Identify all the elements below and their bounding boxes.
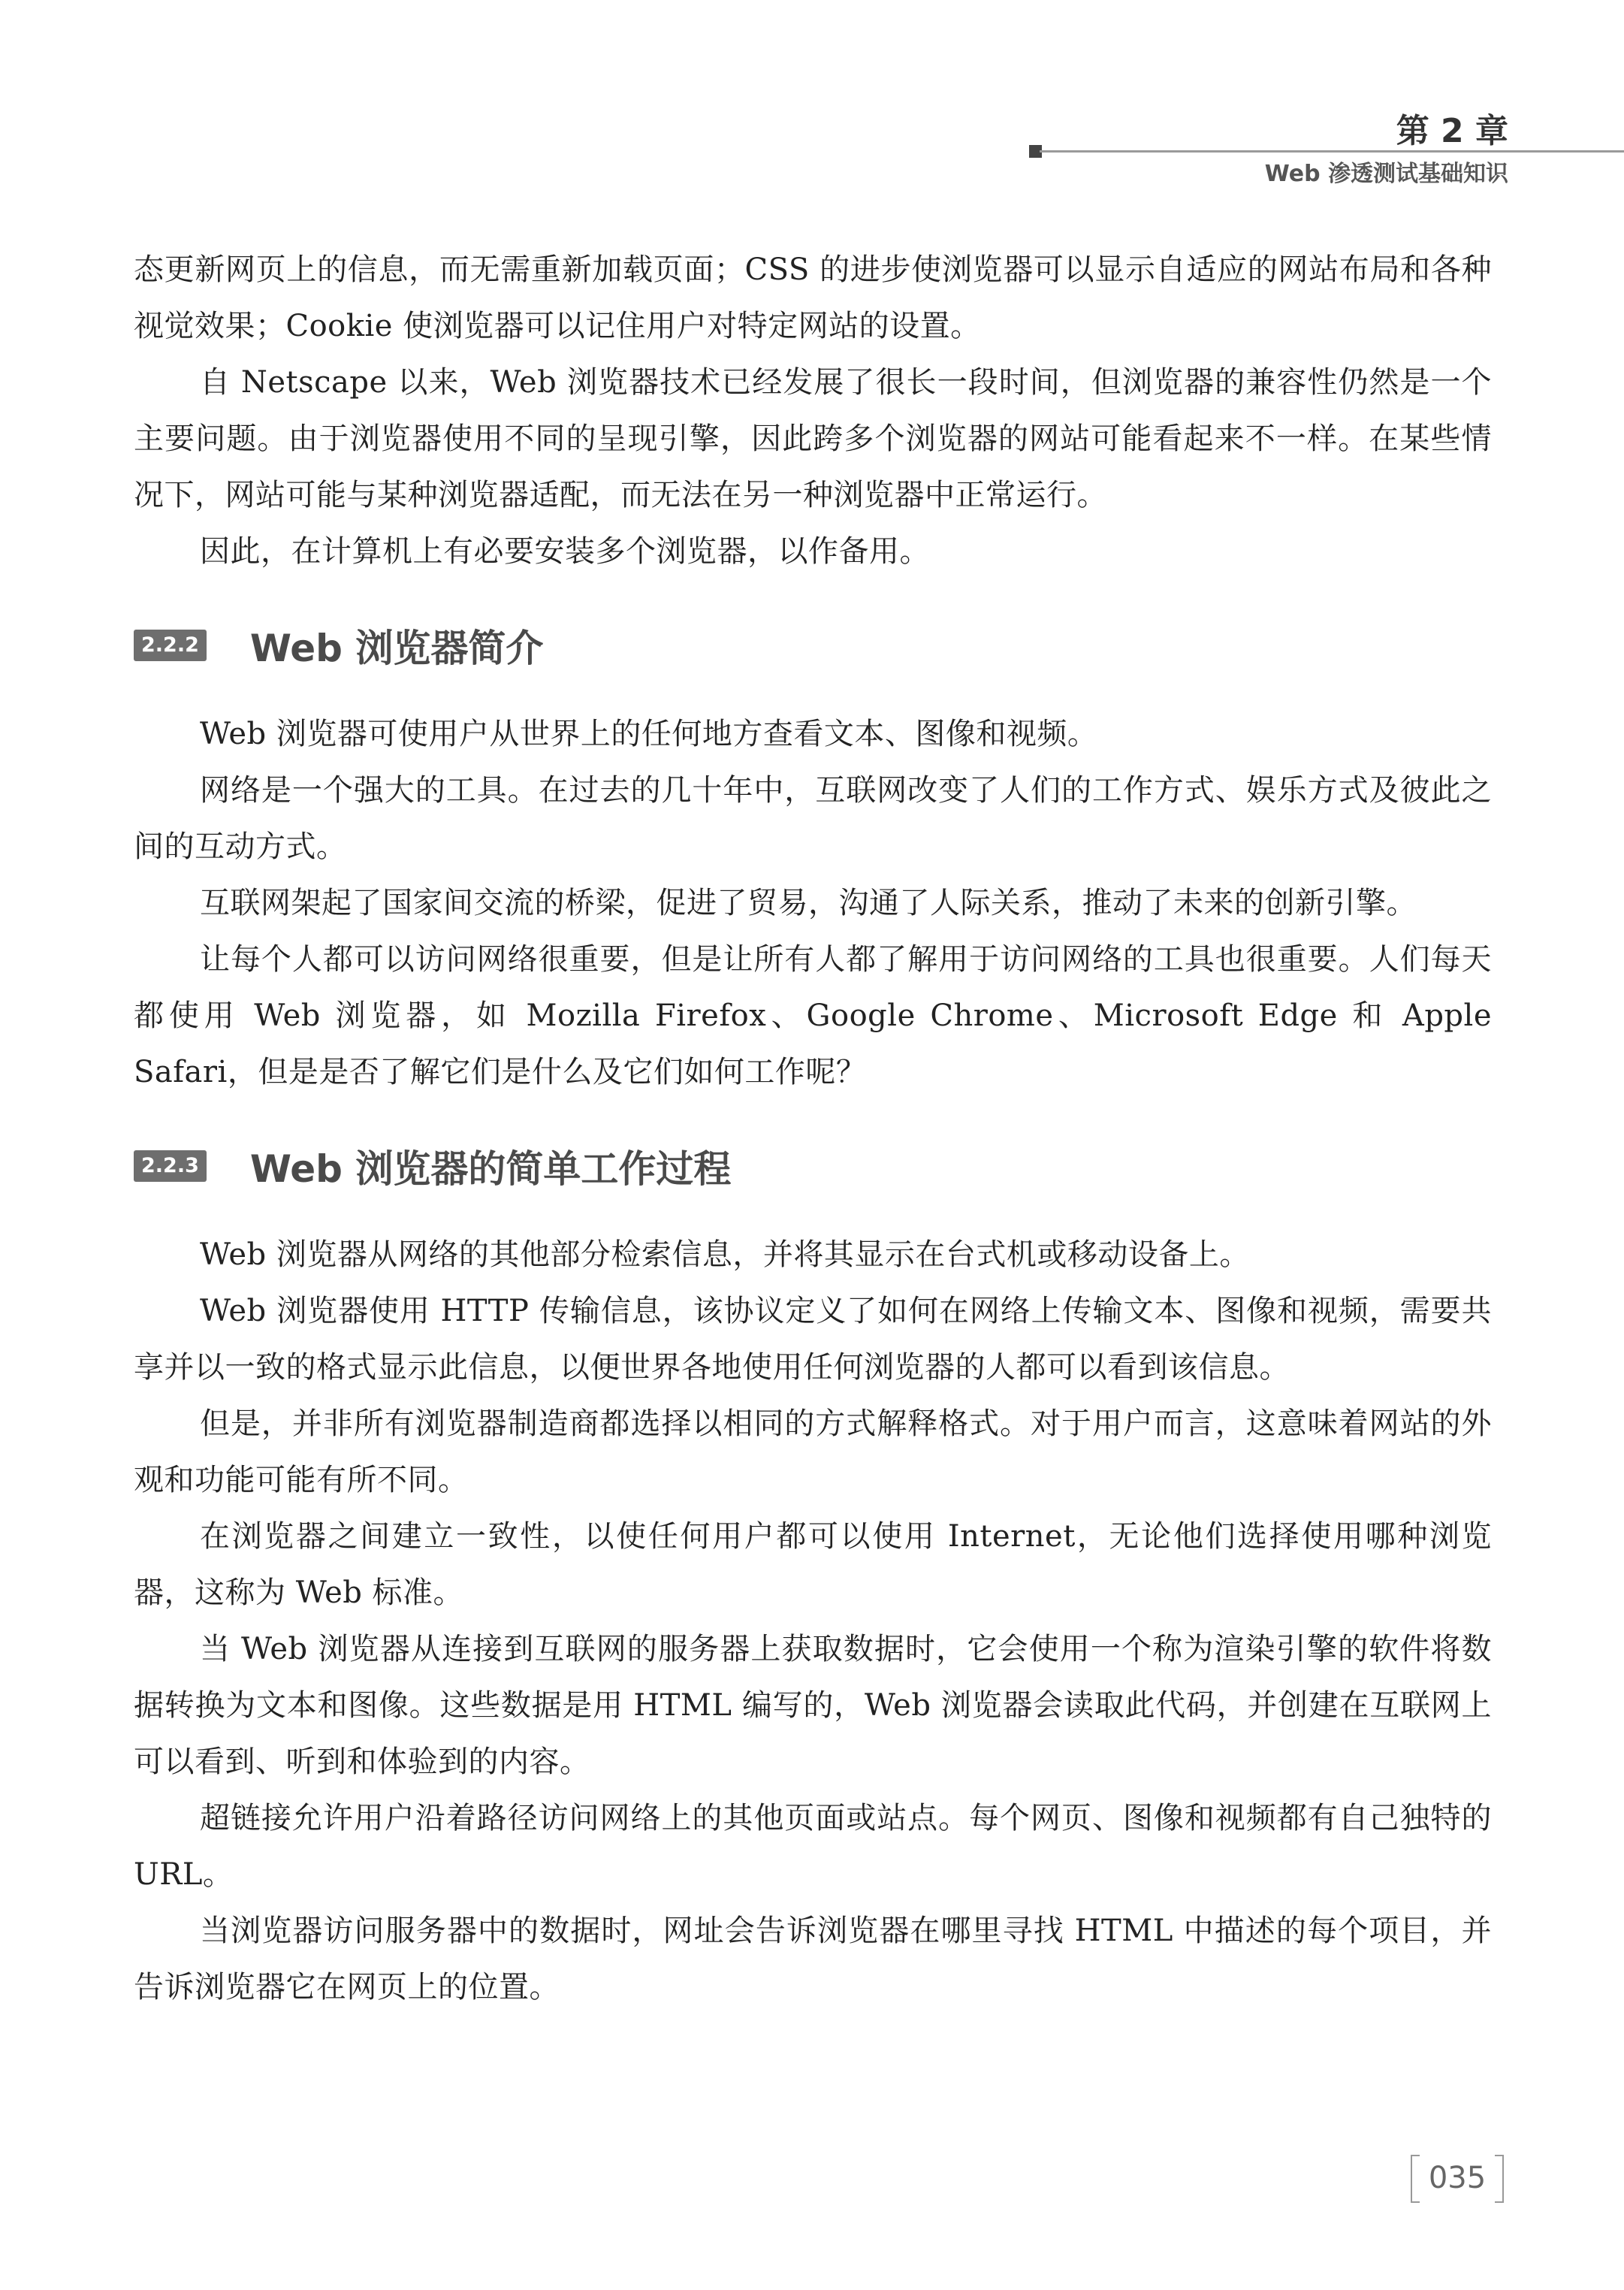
page-number (1411, 2155, 1504, 2201)
paragraph: 在浏览器之间建立一致性，以使任何用户都可以使用 Internet，无论他们选择使用哪种浏览器，这称为 Web 标准。 (134, 1519, 1492, 1610)
chapter-subtitle: Web 渗透测试基础知识 (1264, 161, 1508, 187)
section-number-badge: 2.2.3 (134, 1150, 207, 1182)
paragraph: 当 Web 浏览器从连接到互联网的服务器上获取数据时，它会使用一个称为渲染引擎的软件将数据转换为文本和图像。这些数据是用 HTML 编写的，Web 浏览器会读取此代码，并创建在互联网上可以看到、听到和体验到的内容。 (134, 1632, 1492, 1779)
paragraph: 自 Netscape 以来，Web 浏览器技术已经发展了很长一段时间，但浏览器的兼容性仍然是一个主要问题。由于浏览器使用不同的呈现引擎，因此跨多个浏览器的网站可能看起来不一样。在某些情况下，网站可能与某种浏览器适配，而无法在另一种浏览器中正常运行。 (134, 365, 1492, 512)
paragraph: 因此，在计算机上有必要安装多个浏览器，以作备用。 (200, 534, 930, 569)
page-number-text: 035 (1428, 2161, 1487, 2195)
paragraph: 态更新网页上的信息，而无需重新加载页面；CSS 的进步使浏览器可以显示自适应的网站布局和各种视觉效果；Cookie 使浏览器可以记住用户对特定网站的设置。 (134, 252, 1492, 343)
section-heading-2-2-3 (134, 1132, 1492, 1200)
paragraph: 当浏览器访问服务器中的数据时，网址会告诉浏览器在哪里寻找 HTML 中描述的每个项目，并告诉浏览器它在网页上的位置。 (134, 1914, 1492, 2005)
paragraph: Web 浏览器使用 HTTP 传输信息，该协议定义了如何在网络上传输文本、图像和视频，需要共享并以一致的格式显示此信息，以便世界各地使用任何浏览器的人都可以看到该信息。 (134, 1294, 1492, 1385)
paragraph: 但是，并非所有浏览器制造商都选择以相同的方式解释格式。对于用户而言，这意味着网站的外观和功能可能有所不同。 (134, 1406, 1492, 1497)
section-heading-2-2-2 (134, 612, 1492, 679)
header-rule (1040, 150, 1624, 153)
section-number-badge: 2.2.2 (134, 630, 207, 661)
chapter-label: 第 2 章 (1396, 112, 1508, 150)
page-body (134, 242, 1492, 2016)
paragraph: 超链接允许用户沿着路径访问网络上的其他页面或站点。每个网页、图像和视频都有自己独特的 URL。 (134, 1801, 1492, 1892)
paragraph: 互联网架起了国家间交流的桥梁，促进了贸易，沟通了人际关系，推动了未来的创新引擎。 (200, 886, 1417, 920)
paragraph: 网络是一个强大的工具。在过去的几十年中，互联网改变了人们的工作方式、娱乐方式及彼此之间的互动方式。 (134, 773, 1492, 864)
paragraph: 让每个人都可以访问网络很重要，但是让所有人都了解用于访问网络的工具也很重要。人们每天都使用 Web 浏览器，如 Mozilla Firefox、Google Chrome、Microsoft Edge 和 Apple Safari，但是是否了解它们是什么及它们如何工作呢？ (134, 942, 1492, 1089)
paragraph: Web 浏览器从网络的其他部分检索信息，并将其显示在台式机或移动设备上。 (200, 1237, 1250, 1272)
section-title: Web 浏览器简介 (249, 627, 544, 670)
paragraph: Web 浏览器可使用户从世界上的任何地方查看文本、图像和视频。 (200, 717, 1098, 751)
section-title: Web 浏览器的简单工作过程 (249, 1147, 732, 1191)
